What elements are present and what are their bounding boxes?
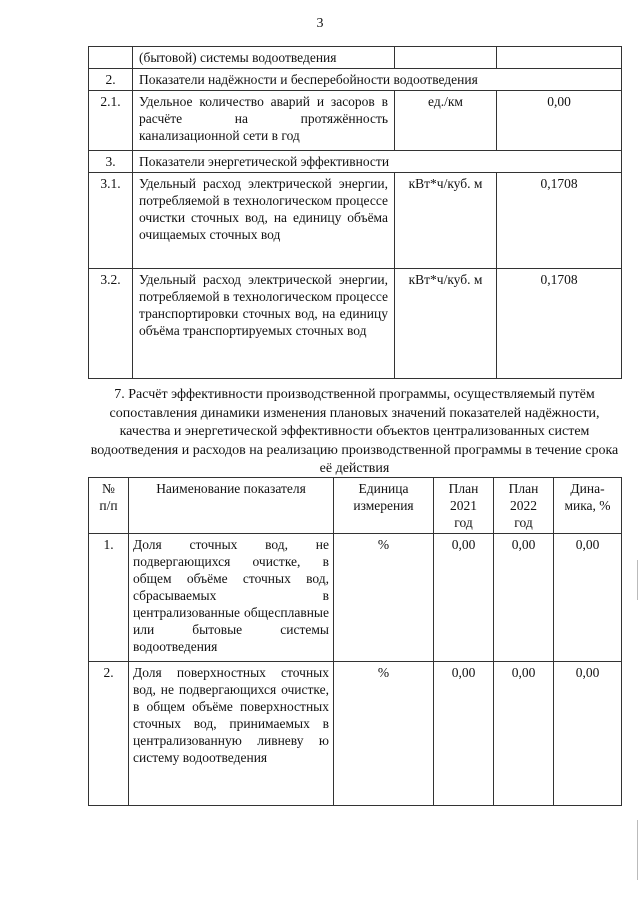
indicator-name: Удельное количество аварий и засоров в расчёте на протяжённость канализационной сети в год xyxy=(133,91,395,151)
header-unit: Единица измерения xyxy=(334,478,434,534)
table-row xyxy=(89,91,622,151)
plan-2021-value: 0,00 xyxy=(434,534,494,662)
table-row xyxy=(89,534,622,662)
section-number: 3. xyxy=(89,151,133,173)
row-number: 3.1. xyxy=(89,173,133,269)
plan-2022-value: 0,00 xyxy=(494,662,554,806)
header-num: № п/п xyxy=(89,478,129,534)
header-plan-2022: План 2022 год xyxy=(494,478,554,534)
table-section-row xyxy=(89,151,622,173)
indicators-table xyxy=(88,46,622,379)
plan-2022-value: 0,00 xyxy=(494,534,554,662)
table-row xyxy=(89,173,622,269)
row-number: 1. xyxy=(89,534,129,662)
header-dynamics: Дина-мика, % xyxy=(554,478,622,534)
section-title: Показатели надёжности и бесперебойности водоотведения xyxy=(133,69,622,91)
indicator-name: Доля поверхностных сточных вод, не подвергающихся очистке, в общем объёме поверхностных сточных вод, принимаемых в централизованную ливневу ю систему водоотведения xyxy=(129,662,334,806)
indicator-value: 0,00 xyxy=(497,91,622,151)
section-title: Показатели энергетической эффективности xyxy=(133,151,622,173)
table-row xyxy=(89,269,622,379)
header-name: Наименование показателя xyxy=(129,478,334,534)
dynamics-value: 0,00 xyxy=(554,662,622,806)
scan-edge-mark xyxy=(637,820,638,880)
indicator-name: Удельный расход электрической энергии, потребляемой в технологическом процессе транспортировки сточных вод, на единицу объёма транспортируемых сточных вод xyxy=(133,269,395,379)
indicator-value xyxy=(497,47,622,69)
table-header-row xyxy=(89,478,622,534)
indicator-unit: кВт*ч/куб. м xyxy=(395,269,497,379)
page-number: 3 xyxy=(316,16,324,31)
indicator-name: Удельный расход электрической энергии, потребляемой в технологическом процессе очистки сточных вод, на единицу объёма очищаемых сточных вод xyxy=(133,173,395,269)
indicator-unit: ед./км xyxy=(395,91,497,151)
indicator-unit: % xyxy=(334,534,434,662)
table-row xyxy=(89,47,622,69)
row-number: 2.1. xyxy=(89,91,133,151)
section-number: 2. xyxy=(89,69,133,91)
indicator-value: 0,1708 xyxy=(497,269,622,379)
indicator-name: Доля сточных вод, не подвергающихся очистке, в общем объёме сточных вод, сбрасываемых в централизованные общесплавные или бытовые системы водоотведения xyxy=(129,534,334,662)
row-number: 3.2. xyxy=(89,269,133,379)
row-number: 2. xyxy=(89,662,129,806)
scan-edge-mark xyxy=(637,560,638,600)
indicator-unit xyxy=(395,47,497,69)
indicator-unit: % xyxy=(334,662,434,806)
table-section-row xyxy=(89,69,622,91)
indicator-unit: кВт*ч/куб. м xyxy=(395,173,497,269)
indicator-value: 0,1708 xyxy=(497,173,622,269)
dynamics-value: 0,00 xyxy=(554,534,622,662)
indicator-name: (бытовой) системы водоотведения xyxy=(133,47,395,69)
section-7-heading: 7. Расчёт эффективности производственной программы, осуществляемый путём сопоставления динамики изменения плановых значений показателей надёжности, качества и энергетической эффективности объектов централизованных систем водоотведения и расходов на реализацию производственной программы в течение срока её действия xyxy=(90,387,619,476)
row-number xyxy=(89,47,133,69)
table-row xyxy=(89,662,622,806)
plan-2021-value: 0,00 xyxy=(434,662,494,806)
efficiency-table xyxy=(88,477,622,806)
header-plan-2021: План 2021 год xyxy=(434,478,494,534)
